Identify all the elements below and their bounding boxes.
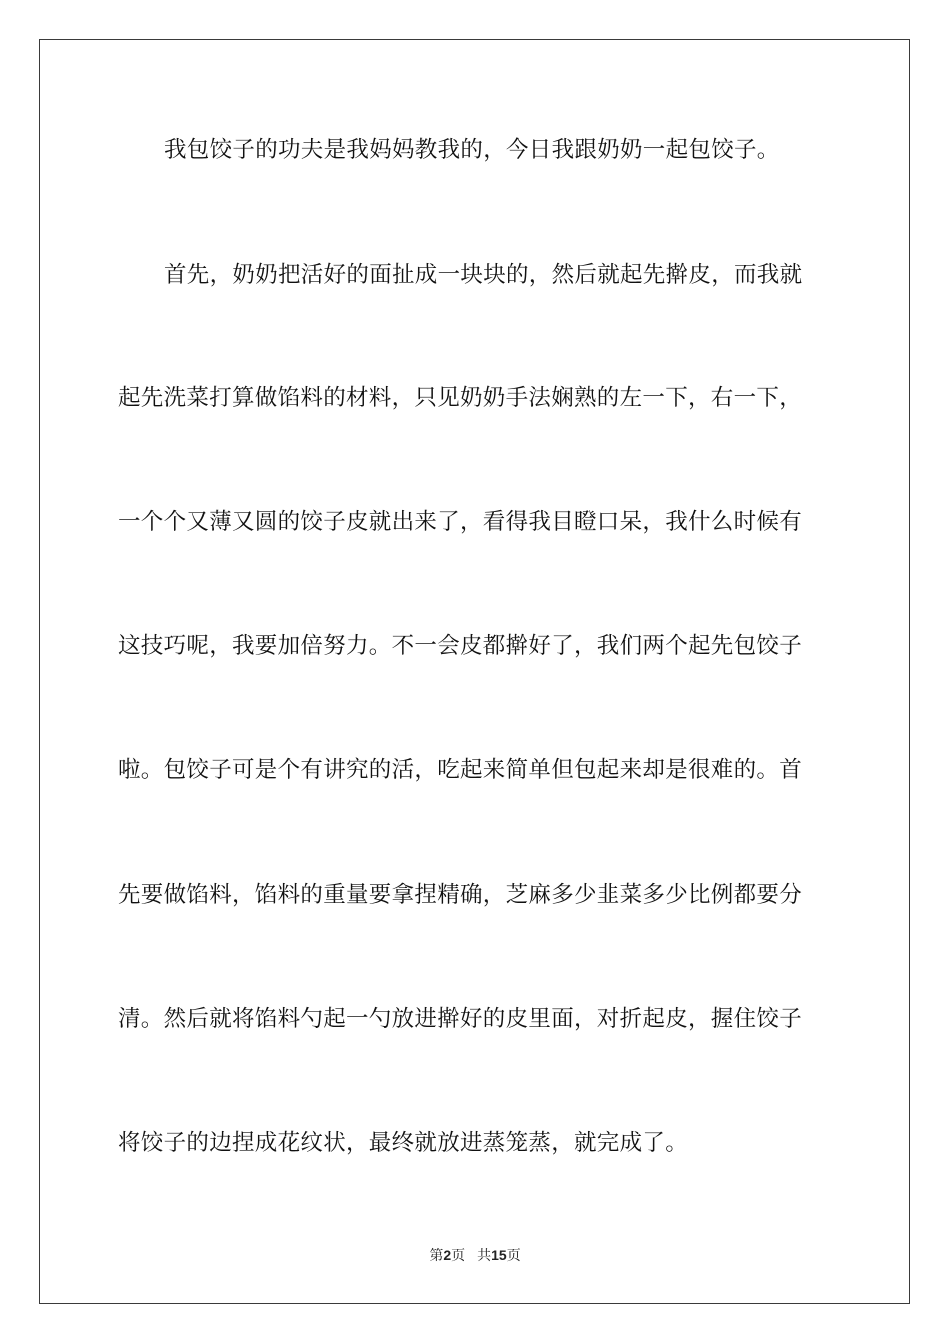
paragraph-line-1: 我包饺子的功夫是我妈妈教我的，今日我跟奶奶一起包饺子。 bbox=[164, 137, 780, 163]
page-frame bbox=[39, 39, 910, 1304]
paragraph-line-6: 啦。包饺子可是个有讲究的活，吃起来简单但包起来却是很难的。首 bbox=[118, 757, 803, 783]
paragraph-line-5: 这技巧呢，我要加倍努力。不一会皮都擀好了，我们两个起先包饺子 bbox=[118, 633, 803, 659]
paragraph-line-4: 一个个又薄又圆的饺子皮就出来了，看得我目瞪口呆，我什么时候有 bbox=[118, 509, 803, 535]
paragraph-line-9: 将饺子的边捏成花纹状，最终就放进蒸笼蒸，就完成了。 bbox=[118, 1130, 689, 1156]
total-pages: 共15页 bbox=[477, 1247, 521, 1264]
page-footer bbox=[0, 1248, 950, 1263]
paragraph-line-2: 首先，奶奶把活好的面扯成一块块的，然后就起先擀皮，而我就 bbox=[164, 262, 803, 288]
paragraph-line-7: 先要做馅料，馅料的重量要拿捏精确，芝麻多少韭菜多少比例都要分 bbox=[118, 882, 803, 908]
paragraph-line-8: 清。然后就将馅料勺起一勺放进擀好的皮里面，对折起皮，握住饺子 bbox=[118, 1006, 803, 1032]
page-number: 第2页 bbox=[429, 1247, 466, 1264]
paragraph-line-3: 起先洗菜打算做馅料的材料，只见奶奶手法娴熟的左一下，右一下， bbox=[118, 385, 803, 411]
